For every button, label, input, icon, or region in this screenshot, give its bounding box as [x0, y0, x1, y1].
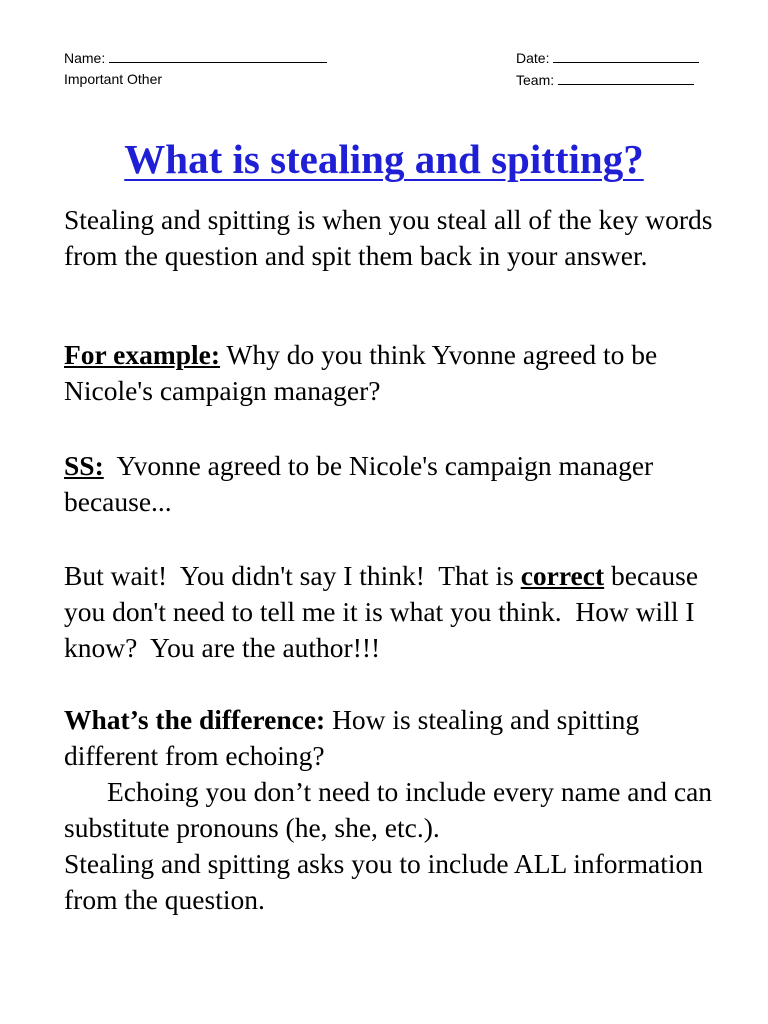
example-paragraph: [64, 337, 724, 409]
but-wait-paragraph: [64, 558, 724, 666]
echoing-text: Echoing you don’t need to include every name and can substitute pronouns (he, she, etc.).: [64, 776, 713, 843]
date-blank-line[interactable]: [553, 48, 699, 63]
difference-paragraph: [64, 702, 724, 774]
but-wait-before: But wait! You didn't say I think! That is: [64, 560, 521, 591]
date-label: Date:: [516, 50, 550, 66]
name-blank-line[interactable]: [109, 48, 327, 63]
team-blank-line[interactable]: [558, 70, 694, 85]
echoing-paragraph: [64, 774, 724, 846]
page-title: What is stealing and spitting?: [124, 136, 644, 182]
stealing-summary-paragraph: Stealing and spitting asks you to include ALL information from the question.: [64, 848, 704, 915]
ss-answer: Yvonne agreed to be Nicole's campaign manager because...: [64, 450, 661, 517]
definition-paragraph: Stealing and spitting is when you steal all of the key words from the question and spit them back in your answer.: [64, 204, 713, 271]
team-label: Team:: [516, 72, 555, 88]
example-question: Why do you think Yvonne agreed to be Nicole's campaign manager?: [64, 339, 658, 406]
example-label: For example:: [64, 339, 221, 370]
important-other-label: Important Other: [64, 71, 163, 87]
name-label: Name:: [64, 50, 106, 66]
correct-emphasis: correct: [520, 560, 605, 591]
name-field: [64, 48, 327, 67]
difference-label: What’s the difference:: [64, 704, 326, 735]
team-field: [516, 70, 694, 89]
difference-question: How is stealing and spitting different from echoing?: [64, 704, 640, 771]
but-wait-after: because you don't need to tell me it is what you think. How will I know? You are the author!!!: [64, 560, 705, 663]
ss-paragraph: [64, 448, 724, 520]
date-field: [516, 48, 699, 67]
ss-label: SS:: [64, 450, 104, 481]
